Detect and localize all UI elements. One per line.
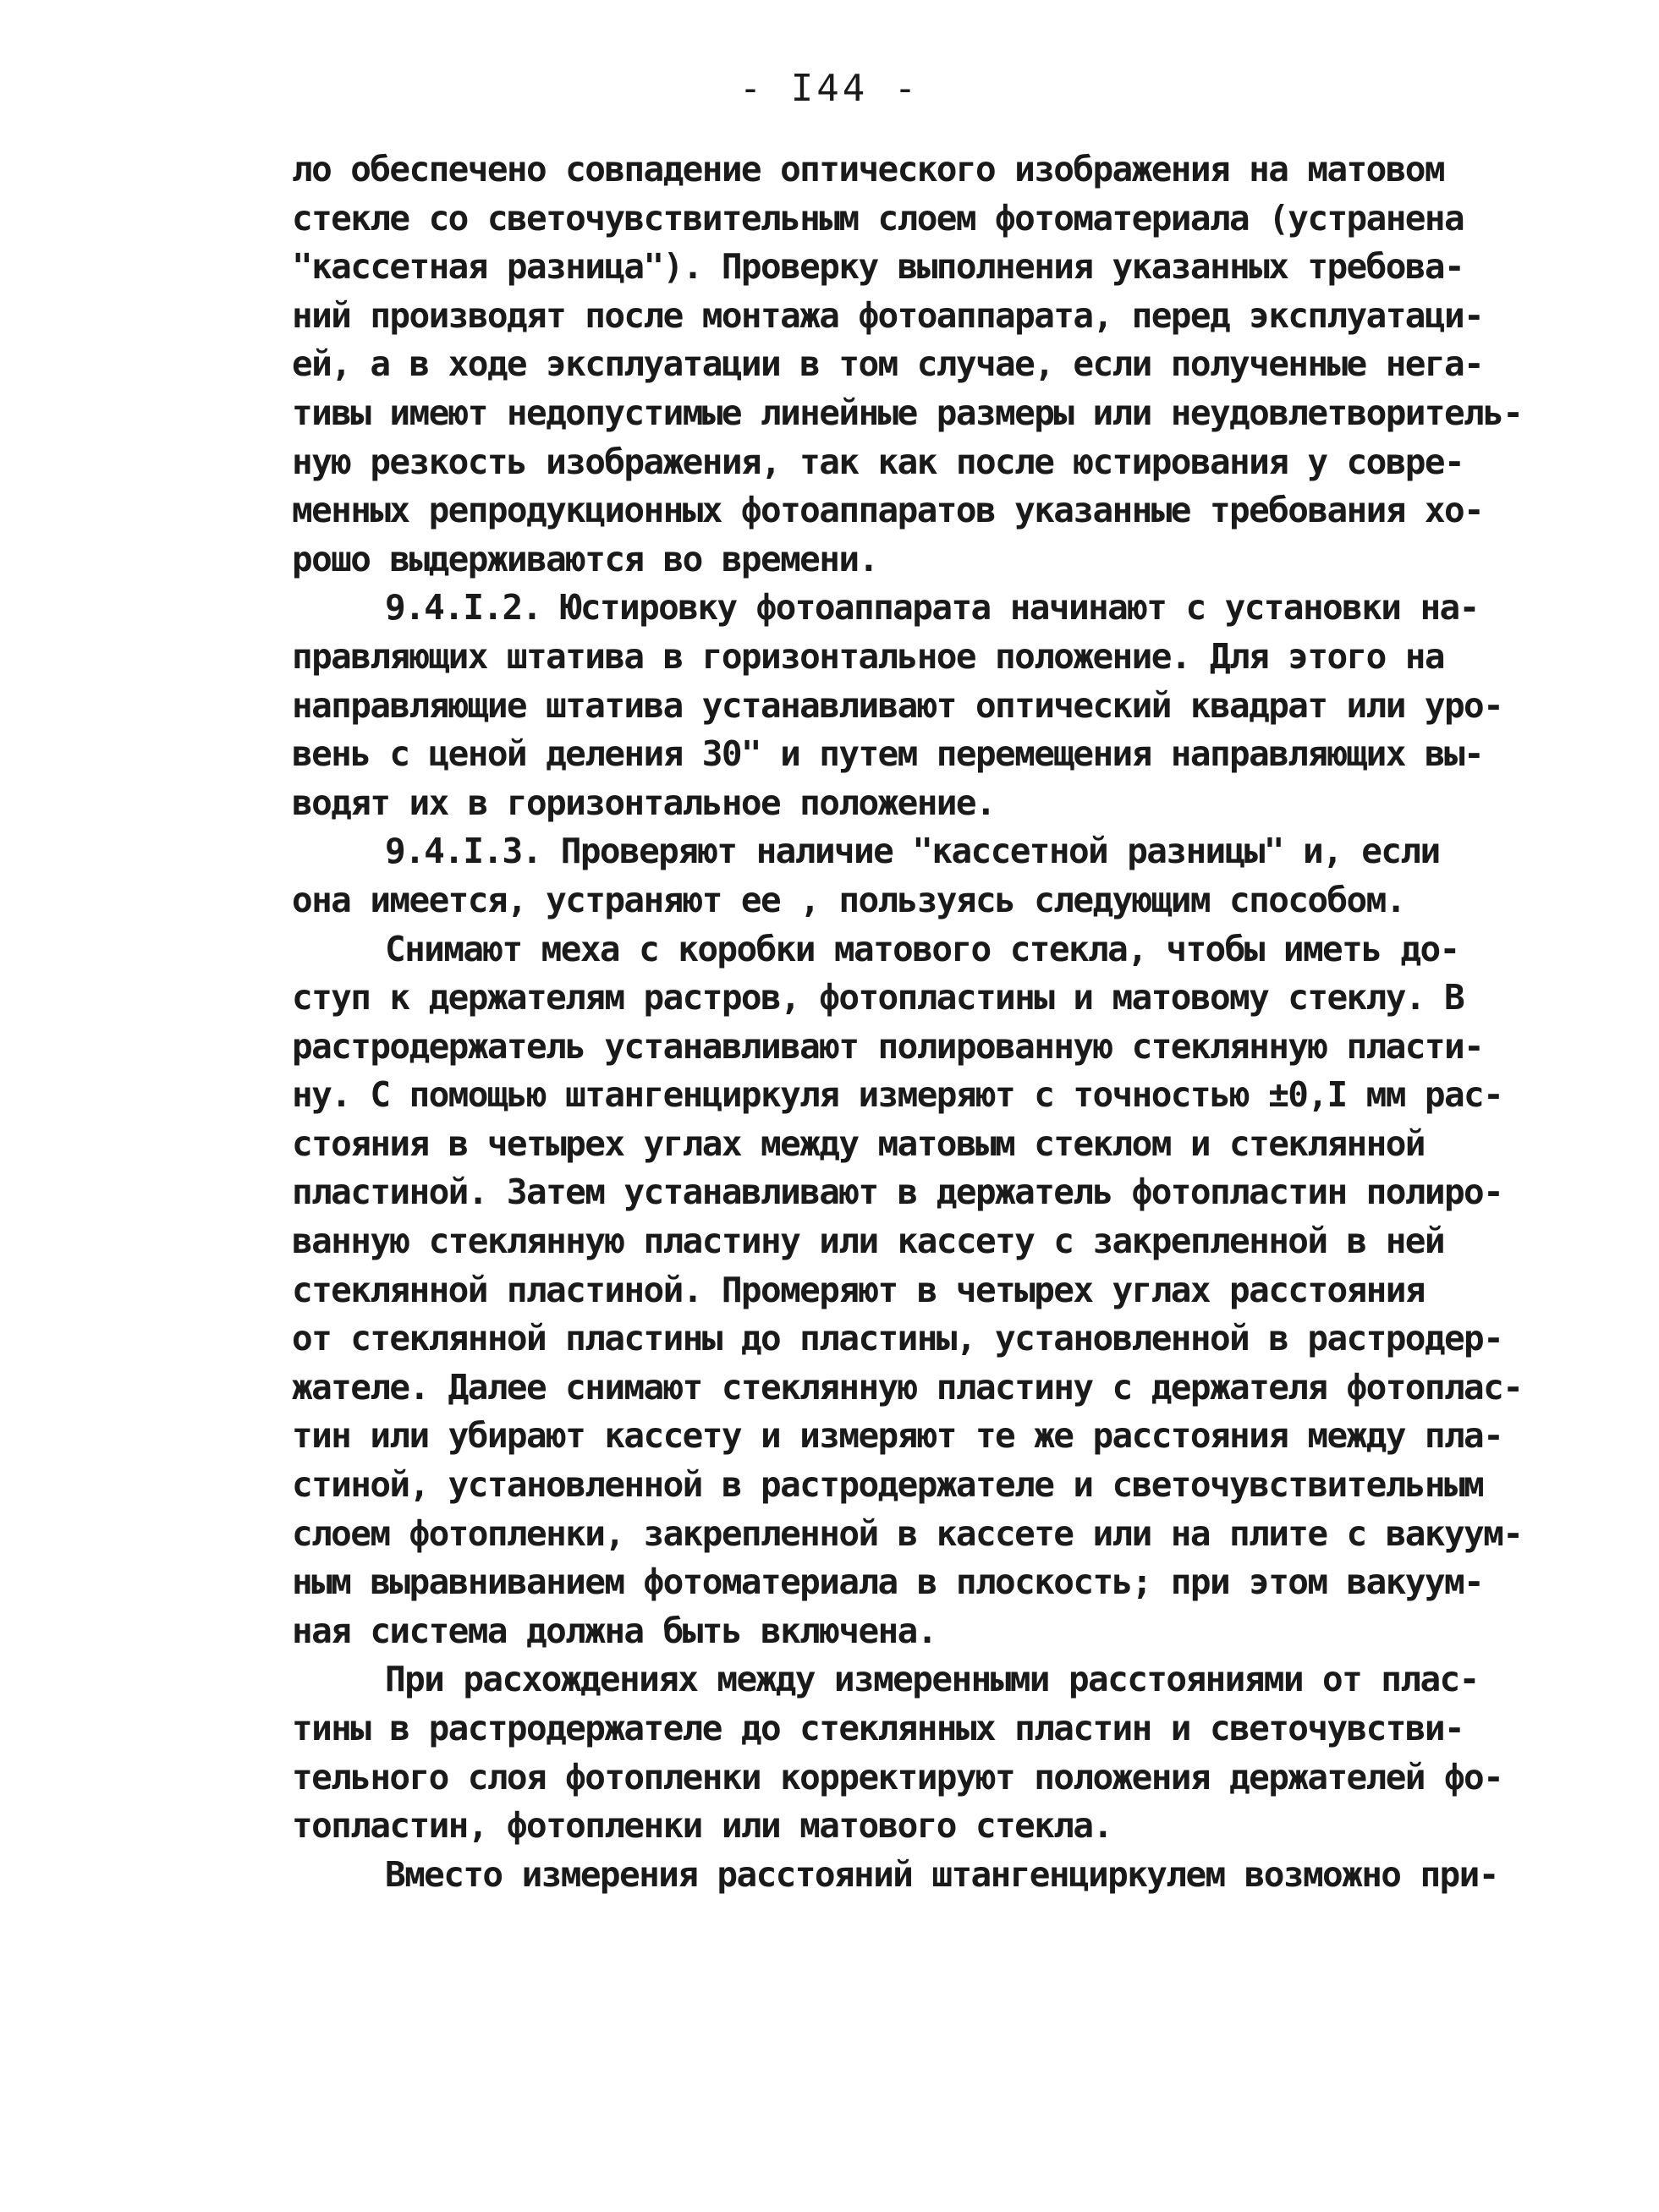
text-line: ло обеспечено совпадение оптического изображения на матовом xyxy=(292,149,1444,189)
body-text xyxy=(292,145,1544,1899)
text-line: водят их в горизонтальное положение. xyxy=(292,782,996,823)
text-line: тельного слоя фотопленки корректируют положения держателей фо- xyxy=(292,1756,1503,1798)
text-line: тивы имеют недопустимые линейные размеры или неудовлетворитель- xyxy=(292,392,1523,433)
paragraph-start-line: 9.4.I.2. Юстировку фотоаппарата начинают с установки на- xyxy=(385,587,1479,628)
paragraph-start-line: Снимают меха с коробки матового стекла, чтобы иметь до- xyxy=(385,928,1459,969)
text-line: ным выравниванием фотоматериала в плоскость; при этом вакуум- xyxy=(292,1562,1484,1603)
text-line: топластин, фотопленки или матового стекла. xyxy=(292,1805,1112,1847)
text-line: ная система должна быть включена. xyxy=(292,1610,937,1651)
page-number: - I44 - xyxy=(739,67,920,110)
text-line: ей, а в ходе эксплуатации в том случае, если полученные нега- xyxy=(292,343,1484,385)
text-line: ний производят после монтажа фотоаппарата, перед эксплуатаци- xyxy=(292,294,1484,336)
text-line: от стеклянной пластины до пластины, установленной в растродер- xyxy=(292,1318,1503,1359)
text-line: ну. С помощью штангенциркуля измеряют с точностью ±0,I мм рас- xyxy=(292,1074,1503,1116)
text-line: направляющие штатива устанавливают оптический квадрат или уро- xyxy=(292,684,1503,726)
text-line: стекле со светочувствительным слоем фотоматериала (устранена xyxy=(292,197,1464,239)
text-line: менных репродукционных фотоаппаратов указанные требования хо- xyxy=(292,490,1484,531)
text-line: стояния в четырех углах между матовым стеклом и стеклянной xyxy=(292,1122,1425,1164)
paragraph-start-line: При расхождениях между измеренными расстояниями от плас- xyxy=(385,1659,1479,1700)
text-line: жателе. Далее снимают стеклянную пластину с держателя фотоплас- xyxy=(292,1366,1523,1408)
paragraph-start-line: 9.4.I.3. Проверяют наличие "кассетной разницы" и, если xyxy=(385,831,1440,872)
text-line: стиной, установленной в растродержателе и светочувствительным xyxy=(292,1464,1484,1506)
text-line: она имеется, устраняют ее , пользуясь следующим способом. xyxy=(292,879,1405,920)
text-line: ванную стеклянную пластину или кассету с закрепленной в ней xyxy=(292,1221,1444,1262)
text-line: тины в растродержателе до стеклянных пластин и светочувстви- xyxy=(292,1708,1464,1748)
text-line: правляющих штатива в горизонтальное положение. Для этого на xyxy=(292,635,1444,677)
paragraph-start-line: Вместо измерения расстояний штангенциркулем возможно при- xyxy=(385,1853,1498,1895)
text-line: растродержатель устанавливают полированную стеклянную пласти- xyxy=(292,1025,1484,1067)
text-line: "кассетная разница"). Проверку выполнения указанных требова- xyxy=(292,246,1464,288)
text-line: рошо выдерживаются во времени. xyxy=(292,538,878,579)
text-line: ступ к держателям растров, фотопластины и матовому стеклу. В xyxy=(292,977,1464,1018)
text-line: пластиной. Затем устанавливают в держатель фотопластин полиро- xyxy=(292,1172,1503,1213)
text-line: ную резкость изображения, так как после юстирования у совре- xyxy=(292,441,1464,482)
text-line: стеклянной пластиной. Промеряют в четырех углах расстояния xyxy=(292,1269,1425,1310)
text-line: вень с ценой деления 30" и путем перемещения направляющих вы- xyxy=(292,733,1484,775)
text-line: слоем фотопленки, закрепленной в кассете или на плите с вакуум- xyxy=(292,1512,1523,1554)
text-line: тин или убирают кассету и измеряют те же расстояния между пла- xyxy=(292,1415,1503,1457)
